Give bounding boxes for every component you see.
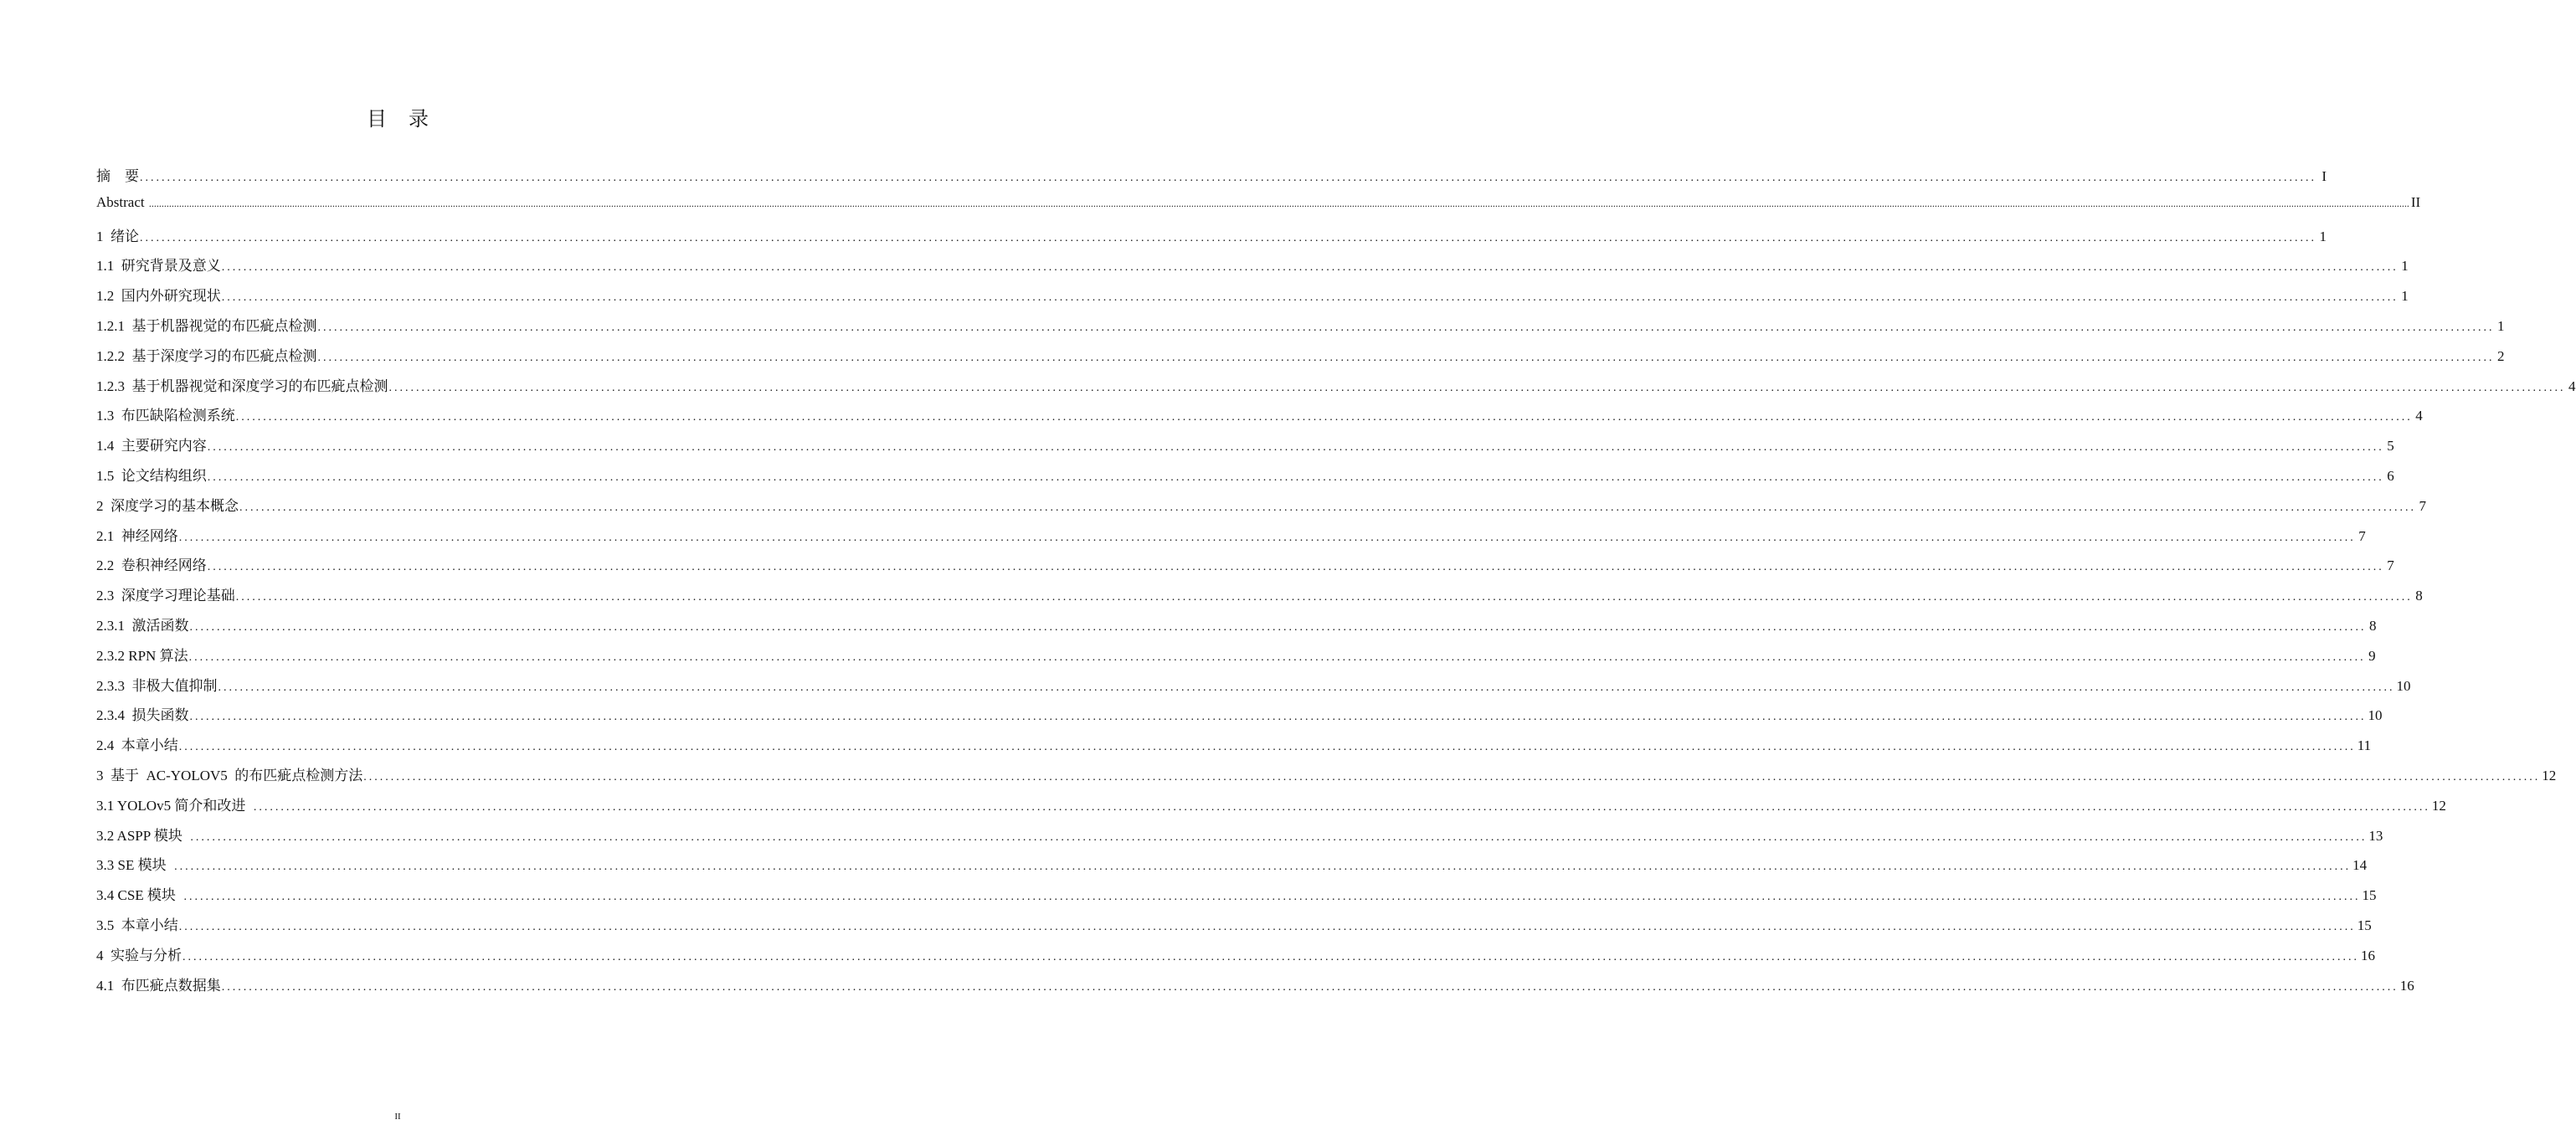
toc-entry-label: 3.1 YOLOv5 简介和改进 [96,797,253,814]
toc-entry-label: 2.3.4 损失函数 [96,707,189,724]
toc-entry-label: Abstract [96,193,148,210]
toc-dot-leader: ................................................................................................................................................................................................................................................................................................................................................................................................................ [221,980,2399,994]
toc-dot-leader: ................................................................................................................................................................................................................................................................................................................................................................................................................ [221,261,2399,275]
toc-entry-label: 2.2 卷积神经网络 [96,557,207,574]
page-number-footer: II [394,1112,401,1122]
toc-entry-label: 1.2.2 基于深度学习的布匹疵点检测 [96,347,317,364]
toc-dot-leader: ................................................................................................................................................................................................................................................................................................................................................................................................................ [183,950,2359,963]
toc-entry-page: 7 [2358,527,2366,544]
toc-dot-leader: ................................................................................................................................................................................................................................................................................................................................................................................................................ [363,770,2541,783]
toc-entry-page: 1 [2401,288,2409,305]
toc-dot-leader: ................................................................................................................................................................................................................................................................................................................................................................................................................ [178,531,2356,544]
toc-entry[interactable] [96,193,2421,224]
toc-entry[interactable] [96,524,2366,554]
toc-entry[interactable] [96,733,2372,763]
toc-entry-page: 10 [2368,707,2383,724]
toc-entry-page: 8 [2369,617,2377,634]
toc-entry-label: 3.4 CSE 模块 [96,887,183,904]
toc-entry[interactable] [96,464,2394,494]
toc-dot-leader: ................................................................................................................................................................................................................................................................................................................................................................................................................ [218,681,2395,694]
toc-entry-label: 3.5 本章小结 [96,917,178,933]
toc-dot-leader: ................................................................................................................................................................................................................................................................................................................................................................................................................ [140,231,2316,244]
toc-entry-label: 1.5 论文结构组织 [96,467,207,484]
toc-entry[interactable] [96,254,2409,284]
toc-entry-page: 4 [2415,408,2423,424]
toc-entry-page: II [2410,193,2421,210]
toc-entry-label: 2 深度学习的基本概念 [96,497,239,514]
toc-entry-label: 1.3 布匹缺陷检测系统 [96,408,235,424]
toc-entry-label: 2.3.1 激活函数 [96,617,189,634]
toc-entry[interactable] [96,553,2394,583]
toc-dot-leader: .................................................................................................................................................................................................................................................................................................................................................................................................................................................................................................................................................................................................................................................................................................................................................................................................................................................................................................................................... [148,197,2409,209]
toc-entry-page: 6 [2387,467,2394,484]
toc-entry-page: 12 [2542,767,2557,783]
toc-entry-label: 4.1 布匹疵点数据集 [96,977,221,994]
toc-entry[interactable] [96,434,2394,464]
toc-entry[interactable] [96,494,2426,524]
toc-entry-page: 9 [2368,647,2376,664]
toc-entry-page: 14 [2352,857,2368,874]
toc-entry-page: 10 [2396,677,2411,694]
toc-entry[interactable] [96,344,2505,374]
toc-dot-leader: ................................................................................................................................................................................................................................................................................................................................................................................................................ [183,891,2361,904]
toc-dot-leader: ................................................................................................................................................................................................................................................................................................................................................................................................................ [188,650,2366,664]
toc-entry-label: 3.3 SE 模块 [96,857,174,874]
title-char-1: 目 [367,109,387,131]
toc-entry[interactable] [96,403,2423,434]
toc-entry-label: 1.2 国内外研究现状 [96,288,221,305]
toc-dot-leader: ................................................................................................................................................................................................................................................................................................................................................................................................................ [239,501,2416,514]
toc-entry-page: 12 [2431,797,2446,814]
toc-entry[interactable] [96,763,2557,794]
toc-entry[interactable] [96,703,2383,733]
toc-entry-page: 5 [2387,438,2394,455]
page-title [0,102,795,131]
toc-entry-page: 1 [2319,228,2327,244]
toc-entry-label: 2.3.2 RPN 算法 [96,647,188,664]
toc-entry-label: 摘 要 [96,168,139,184]
toc-entry-label: 1.4 主要研究内容 [96,438,207,455]
toc-entry-page: 4 [2568,378,2576,394]
toc-dot-leader: ................................................................................................................................................................................................................................................................................................................................................................................................................ [140,172,2316,184]
toc-entry-page: 13 [2368,827,2383,844]
toc-entry-page: 7 [2419,497,2426,514]
toc-entry-label: 3 基于 AC-YOLOV5 的布匹疵点检测方法 [96,767,363,783]
toc-entry[interactable] [96,374,2576,404]
toc-dot-leader: ................................................................................................................................................................................................................................................................................................................................................................................................................ [178,741,2356,754]
toc-dot-leader: ................................................................................................................................................................................................................................................................................................................................................................................................................ [174,860,2352,874]
toc-entry-page: 2 [2497,347,2505,364]
toc-dot-leader: ................................................................................................................................................................................................................................................................................................................................................................................................................ [207,561,2384,574]
toc-entry-page: 1 [2497,317,2505,334]
toc-entry-label: 1.1 研究背景及意义 [96,258,221,275]
table-of-contents [96,164,2576,1003]
toc-dot-leader: ................................................................................................................................................................................................................................................................................................................................................................................................................ [235,591,2413,604]
toc-entry-page: 1 [2401,258,2409,275]
toc-dot-leader: ................................................................................................................................................................................................................................................................................................................................................................................................................ [189,620,2367,634]
toc-entry[interactable] [96,883,2377,913]
toc-entry[interactable] [96,824,2383,854]
toc-entry-label: 2.1 神经网络 [96,527,178,544]
toc-dot-leader: ................................................................................................................................................................................................................................................................................................................................................................................................................ [317,321,2495,334]
toc-dot-leader: ................................................................................................................................................................................................................................................................................................................................................................................................................ [207,441,2384,455]
toc-dot-leader: ................................................................................................................................................................................................................................................................................................................................................................................................................ [221,291,2399,305]
toc-entry[interactable] [96,314,2505,344]
toc-entry-page: 7 [2387,557,2394,574]
toc-entry-label: 4 实验与分析 [96,947,182,963]
toc-dot-leader: ................................................................................................................................................................................................................................................................................................................................................................................................................ [253,800,2430,814]
toc-entry-label: 2.3 深度学习理论基础 [96,588,235,604]
toc-dot-leader: ................................................................................................................................................................................................................................................................................................................................................................................................................ [235,411,2413,424]
toc-entry[interactable] [96,853,2368,883]
toc-entry-label: 2.3.3 非极大值抑制 [96,677,218,694]
toc-entry-page: 15 [2357,917,2372,933]
toc-entry-page: 15 [2362,887,2377,904]
toc-entry[interactable] [96,224,2327,254]
title-char-2: 录 [409,109,429,131]
toc-dot-leader: ................................................................................................................................................................................................................................................................................................................................................................................................................ [317,351,2495,364]
toc-entry[interactable] [96,794,2446,824]
toc-dot-leader: ................................................................................................................................................................................................................................................................................................................................................................................................................ [190,830,2368,844]
toc-entry[interactable] [96,164,2327,194]
toc-entry-label: 1.2.3 基于机器视觉和深度学习的布匹疵点检测 [96,378,388,394]
toc-entry[interactable] [96,614,2377,644]
toc-entry[interactable] [96,284,2409,314]
toc-dot-leader: ................................................................................................................................................................................................................................................................................................................................................................................................................ [388,381,2566,394]
toc-dot-leader: ................................................................................................................................................................................................................................................................................................................................................................................................................ [189,711,2367,724]
toc-entry[interactable] [96,674,2411,704]
toc-entry-label: 1 绪论 [96,228,139,244]
toc-entry-page: 16 [2361,947,2375,963]
toc-entry-page: I [2321,168,2327,184]
toc-entry-page: 8 [2415,588,2423,604]
toc-entry[interactable] [96,943,2375,973]
toc-entry[interactable] [96,583,2423,614]
toc-entry[interactable] [96,644,2376,674]
toc-entry[interactable] [96,973,2414,1004]
toc-entry-label: 3.2 ASPP 模块 [96,827,190,844]
toc-dot-leader: ................................................................................................................................................................................................................................................................................................................................................................................................................ [178,920,2356,933]
toc-entry-page: 16 [2399,977,2414,994]
toc-entry-label: 2.4 本章小结 [96,737,178,754]
toc-entry-page: 11 [2357,737,2372,754]
toc-dot-leader: ................................................................................................................................................................................................................................................................................................................................................................................................................ [207,470,2384,484]
toc-entry-label: 1.2.1 基于机器视觉的布匹疵点检测 [96,317,317,334]
toc-entry[interactable] [96,913,2372,943]
